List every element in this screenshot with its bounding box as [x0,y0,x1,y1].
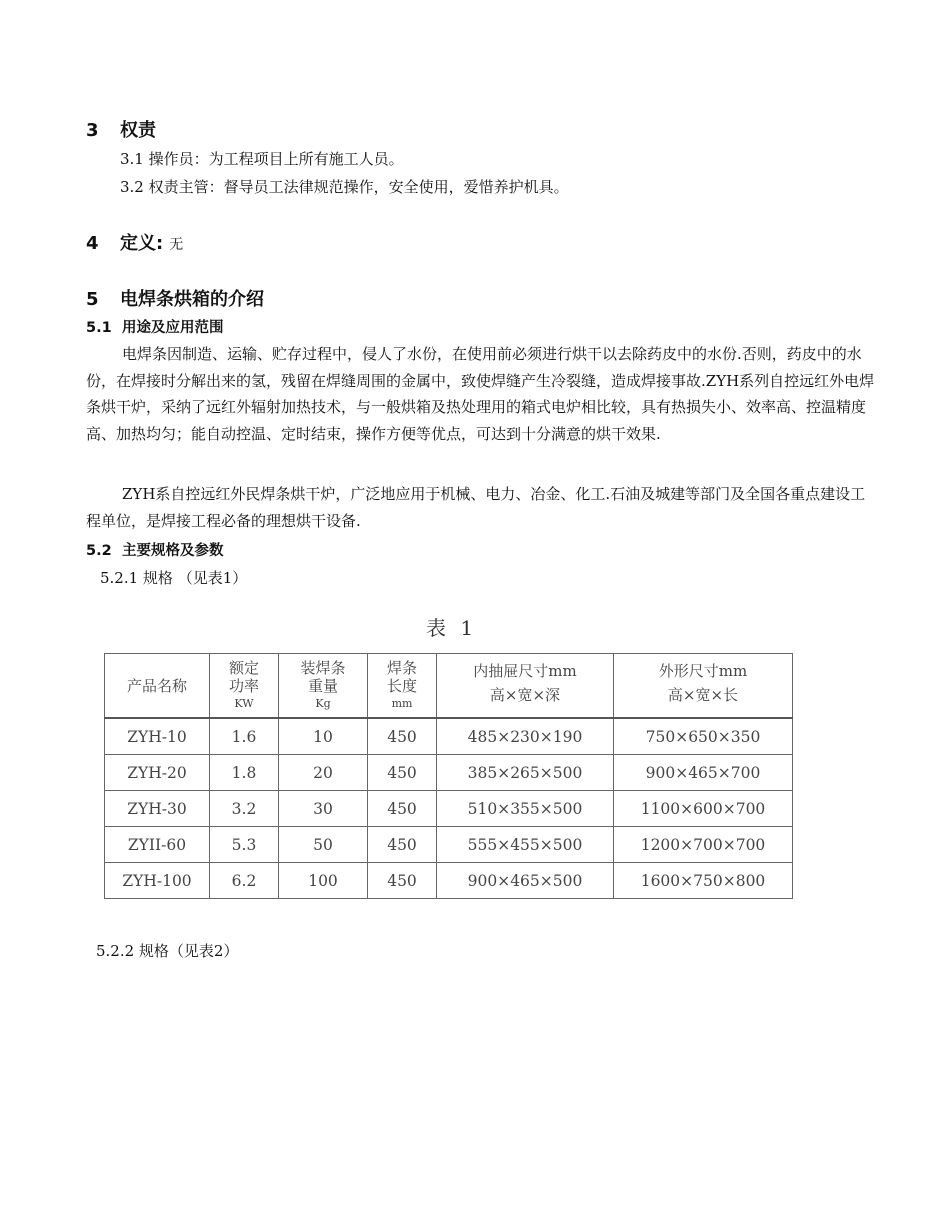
section-number: 3 [86,120,99,141]
definition-value: 无 [169,237,184,253]
section-number: 5 [86,289,99,310]
section-title: 权责 [120,120,156,141]
cell-outer-size: 750×650×350 [614,718,793,755]
section-number: 4 [86,233,99,254]
section-3-item-1: 3.1 操作员：为工程项目上所有施工人员。 [120,150,404,168]
subsection-5-2-1: 5.2.1 规格 （见表1） [100,569,248,587]
header-product-name: 产品名称 [105,654,210,719]
cell-weight: 10 [279,718,368,755]
cell-drawer-size: 555×455×500 [437,827,614,863]
section-4-heading [86,229,183,255]
table-row [105,718,793,755]
section-number: 5.2 [86,543,112,559]
section-title: 主要规格及参数 [122,543,224,559]
cell-power: 6.2 [210,863,279,899]
section-number: 5.1 [86,320,112,336]
cell-length: 450 [368,827,437,863]
cell-outer-size: 900×465×700 [614,755,793,791]
table-row [105,755,793,791]
cell-outer-size: 1100×600×700 [614,791,793,827]
table-row [105,791,793,827]
cell-model: ZYH-10 [105,718,210,755]
table-row [105,827,793,863]
subsection-5-2-2: 5.2.2 规格（见表2） [96,942,239,960]
cell-drawer-size: 900×465×500 [437,863,614,899]
header-load-weight: 装焊条 重量 Kg [279,654,368,719]
cell-outer-size: 1200×700×700 [614,827,793,863]
header-rod-length: 焊条 长度 mm [368,654,437,719]
cell-model: ZYH-30 [105,791,210,827]
header-rated-power: 额定 功率 KW [210,654,279,719]
cell-power: 1.8 [210,755,279,791]
header-drawer-size: 内抽屉尺寸mm 高×宽×深 [437,654,614,719]
cell-length: 450 [368,863,437,899]
section-3-heading [86,116,156,142]
table-header-row [105,654,793,719]
spec-table-1 [104,653,793,899]
cell-weight: 20 [279,755,368,791]
cell-drawer-size: 385×265×500 [437,755,614,791]
cell-model: ZYII-60 [105,827,210,863]
usage-paragraph-1: 电焊条因制造、运输、贮存过程中，侵人了水份，在使用前必须进行烘干以去除药皮中的水份.否则，药皮中的水份，在焊接时分解出来的氢，残留在焊缝周围的金属中，致使焊缝产生冷裂缝，造成焊接事故.ZYH系列自控远红外电焊条烘干炉，采纳了远红外辐射加热技术，与一般烘箱及热处理用的箱式电炉相比较，具有热损失小、效率高、控温精度高、加热均匀；能自动控温、定时结束，操作方便等优点，可达到十分满意的烘干效果. [86,345,875,443]
table-1-title: 表 1 [426,616,478,640]
section-5-1-heading [86,316,224,337]
cell-power: 5.3 [210,827,279,863]
cell-outer-size: 1600×750×800 [614,863,793,899]
section-5-heading [86,285,264,311]
cell-weight: 100 [279,863,368,899]
cell-power: 1.6 [210,718,279,755]
section-5-2-heading [86,539,224,560]
cell-weight: 30 [279,791,368,827]
cell-length: 450 [368,755,437,791]
cell-power: 3.2 [210,791,279,827]
usage-paragraph-2: ZYH系自控远红外民焊条烘干炉，广泛地应用于机械、电力、冶金、化工.石油及城建等部门及全国各重点建设工程单位，是焊接工程必备的理想烘干设备. [86,485,866,530]
cell-weight: 50 [279,827,368,863]
header-outer-size: 外形尺寸mm 高×宽×长 [614,654,793,719]
table-row [105,863,793,899]
cell-length: 450 [368,791,437,827]
cell-length: 450 [368,718,437,755]
section-3-item-2: 3.2 权责主管：督导员工法律规范操作，安全使用，爱惜养护机具。 [120,178,569,196]
cell-drawer-size: 485×230×190 [437,718,614,755]
section-title: 电焊条烘箱的介绍 [120,289,264,310]
section-title: 用途及应用范围 [122,320,224,336]
cell-model: ZYH-100 [105,863,210,899]
cell-model: ZYH-20 [105,755,210,791]
section-title: 定义: [120,233,164,254]
cell-drawer-size: 510×355×500 [437,791,614,827]
